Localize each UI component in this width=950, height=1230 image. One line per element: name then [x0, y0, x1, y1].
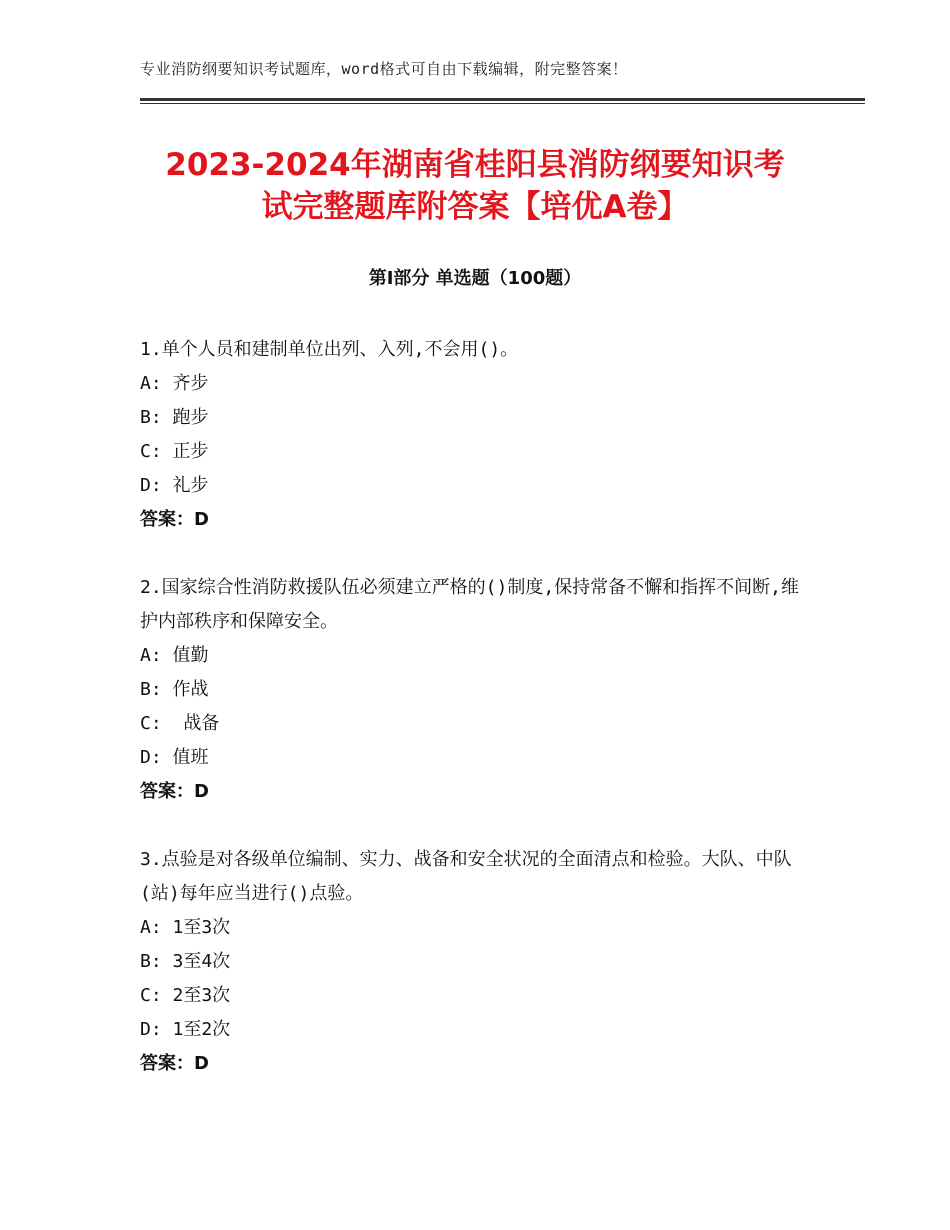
answer-line: 答案：D [140, 1053, 209, 1074]
option-d: D: 值班 [140, 747, 209, 768]
option-a: A: 齐步 [140, 373, 209, 394]
option-c: C: 战备 [140, 713, 220, 734]
option-d: D: 1至2次 [140, 1019, 231, 1040]
header-note: 专业消防纲要知识考试题库，word格式可自由下载编辑，附完整答案！ [140, 60, 628, 78]
question-1 [140, 333, 810, 537]
document-title [140, 144, 810, 228]
question-stem: 2.国家综合性消防救援队伍必须建立严格的()制度,保持常备不懈和指挥不间断,维护内部秩序和保障安全。 [140, 577, 800, 632]
title-line-2: 试完整题库附答案【培优A卷】 [261, 189, 689, 225]
option-a: A: 值勤 [140, 645, 209, 666]
answer-line: 答案：D [140, 781, 209, 802]
question-2 [140, 571, 810, 809]
question-3 [140, 843, 810, 1081]
title-line-1: 2023-2024年湖南省桂阳县消防纲要知识考 [165, 147, 785, 183]
option-b: B: 跑步 [140, 407, 209, 428]
header-rule-thin [140, 103, 865, 104]
option-a: A: 1至3次 [140, 917, 231, 938]
question-stem: 1.单个人员和建制单位出列、入列,不会用()。 [140, 339, 519, 360]
question-list [140, 333, 810, 1115]
header-rule-thick [140, 98, 865, 101]
section-title: 第Ⅰ部分 单选题（100题） [368, 268, 582, 289]
question-stem: 3.点验是对各级单位编制、实力、战备和安全状况的全面清点和检验。大队、中队(站)每年应当进行()点验。 [140, 849, 792, 904]
option-c: C: 正步 [140, 441, 209, 462]
answer-line: 答案：D [140, 509, 209, 530]
option-c: C: 2至3次 [140, 985, 231, 1006]
option-b: B: 作战 [140, 679, 209, 700]
option-b: B: 3至4次 [140, 951, 231, 972]
option-d: D: 礼步 [140, 475, 209, 496]
